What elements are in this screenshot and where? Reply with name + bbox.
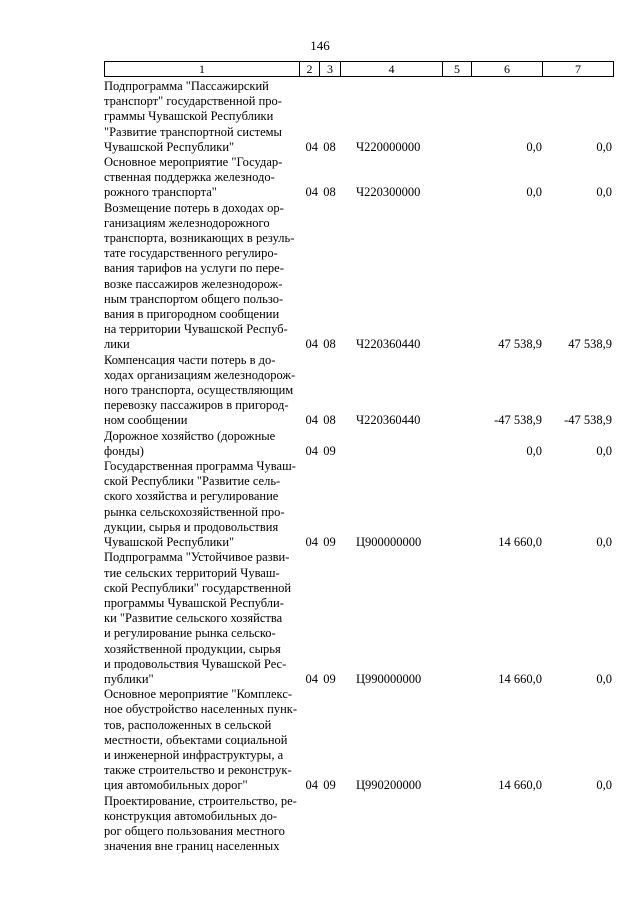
table-row <box>104 201 612 353</box>
row-col6: 0,0 <box>526 139 542 154</box>
row-name-line: ным транспортом общего пользо- <box>104 291 284 306</box>
row-name-line: транспорта, возникающих в резуль- <box>104 231 295 246</box>
row-col6: 14 660,0 <box>498 671 542 686</box>
row-section: 04 <box>305 535 318 550</box>
row-name <box>104 794 299 855</box>
row-name-line: Возмещение потерь в доходах ор- <box>104 200 284 215</box>
row-name-line: публики" <box>104 671 154 686</box>
row-name-line: ганизациям железнодорожного <box>104 215 270 230</box>
row-section: 04 <box>305 337 318 352</box>
row-name-line: перевозку пассажиров в пригород- <box>104 398 289 413</box>
row-name <box>104 459 299 550</box>
row-name-line: рожного транспорта" <box>104 185 217 200</box>
header-col-3: 3 <box>320 62 341 76</box>
row-name-line: ственная поддержка железнодо- <box>104 170 275 185</box>
row-name-line: ского хозяйства и регулирование <box>104 489 279 504</box>
row-name-line: местности, объектами социальной <box>104 732 288 747</box>
row-name-line: возке пассажиров железнодорож- <box>104 276 283 291</box>
row-name-line: Основное мероприятие "Государ- <box>104 155 283 170</box>
row-name-line: и регулирование рынка сельско- <box>104 626 276 641</box>
row-name-line: фонды) <box>104 443 144 458</box>
table-header <box>104 61 614 77</box>
row-col7: 0,0 <box>596 535 612 550</box>
row-section: 04 <box>305 778 318 793</box>
row-subsection: 09 <box>323 671 336 686</box>
table-row <box>104 459 612 550</box>
row-name-line: Компенсация части потерь в до- <box>104 352 276 367</box>
row-name-line: ской Республики" государственной <box>104 580 292 595</box>
row-col7: 0,0 <box>596 778 612 793</box>
row-name-line: ного транспорта, осуществляющим <box>104 383 294 398</box>
row-name-line: ное обустройство населенных пунк- <box>104 702 297 717</box>
row-name-line: рынка сельскохозяйственной про- <box>104 504 285 519</box>
row-subsection: 09 <box>323 778 336 793</box>
row-col6: 0,0 <box>526 185 542 200</box>
row-name-line: Основное мероприятие "Комплекс- <box>104 687 293 702</box>
row-name-line: тие сельских территорий Чуваш- <box>104 565 280 580</box>
row-name-line: Чувашской Республики" <box>104 139 235 154</box>
row-col6: 0,0 <box>526 443 542 458</box>
row-col6: 14 660,0 <box>498 535 542 550</box>
row-col7: 0,0 <box>596 671 612 686</box>
row-name-line: тов, расположенных в сельской <box>104 717 272 732</box>
row-name-line: и продовольствия Чувашской Рес- <box>104 656 287 671</box>
row-name <box>104 429 299 459</box>
row-name-line: ки "Развитие сельского хозяйства <box>104 611 283 626</box>
table-row <box>104 155 612 201</box>
row-name-line: также строительство и реконструк- <box>104 763 292 778</box>
page-number: 146 <box>310 38 330 53</box>
header-col-2: 2 <box>300 62 320 76</box>
row-name <box>104 687 299 793</box>
row-subsection: 08 <box>323 413 336 428</box>
row-subsection: 09 <box>323 443 336 458</box>
row-name-line: программы Чувашской Республи- <box>104 595 284 610</box>
row-col7: -47 538,9 <box>564 413 612 428</box>
row-name <box>104 550 299 687</box>
row-section: 04 <box>305 443 318 458</box>
table-row <box>104 79 612 155</box>
row-name-line: Подпрограмма "Пассажирский <box>104 79 269 93</box>
row-name-line: вания тарифов на услуги по пере- <box>104 261 284 276</box>
table-row <box>104 794 612 855</box>
row-name-line: Дорожное хозяйство (дорожные <box>104 428 276 443</box>
row-name-line: рог общего пользования местного <box>104 823 285 838</box>
header-col-7: 7 <box>575 62 581 76</box>
row-code: Ц990000000 <box>356 671 422 686</box>
row-col6: -47 538,9 <box>494 413 542 428</box>
row-name-line: хозяйственной продукции, сырья <box>104 641 281 656</box>
table-row <box>104 353 612 429</box>
row-col6: 47 538,9 <box>498 337 542 352</box>
row-name <box>104 201 299 353</box>
table-body <box>104 79 612 854</box>
row-col7: 0,0 <box>596 139 612 154</box>
row-name-line: Подпрограмма "Устойчивое разви- <box>104 550 290 565</box>
row-name-line: вания в пригородном сообщении <box>104 307 280 322</box>
row-name-line: конструкция автомобильных до- <box>104 808 278 823</box>
row-name <box>104 155 299 201</box>
row-name-line: лики <box>104 337 130 352</box>
table-row <box>104 687 612 793</box>
row-name-line: значения вне границ населенных <box>104 839 280 854</box>
row-subsection: 08 <box>323 337 336 352</box>
row-subsection: 09 <box>323 535 336 550</box>
row-name-line: транспорт" государственной про- <box>104 94 282 109</box>
row-name-line: ской Республики "Развитие сель- <box>104 474 281 489</box>
row-col7: 0,0 <box>596 185 612 200</box>
row-section: 04 <box>305 671 318 686</box>
header-col-6: 6 <box>472 62 543 76</box>
row-section: 04 <box>305 413 318 428</box>
row-subsection: 08 <box>323 139 336 154</box>
header-col-1: 1 <box>105 62 300 76</box>
row-name-line: и инженерной инфраструктуры, а <box>104 747 284 762</box>
row-name-line: тате государственного регулиро- <box>104 246 278 261</box>
row-name-line: на территории Чувашской Респуб- <box>104 322 288 337</box>
row-name-line: ном сообщении <box>104 413 188 428</box>
row-col7: 0,0 <box>596 443 612 458</box>
row-section: 04 <box>305 139 318 154</box>
row-code: Ч220000000 <box>356 139 421 154</box>
row-name-line: Проектирование, строительство, ре- <box>104 793 297 808</box>
row-name <box>104 353 299 429</box>
row-code: Ц990200000 <box>356 778 422 793</box>
row-name-line: граммы Чувашской Республики <box>104 109 274 124</box>
row-name <box>104 79 299 155</box>
row-code: Ч220360440 <box>356 337 421 352</box>
row-col6: 14 660,0 <box>498 778 542 793</box>
table-row <box>104 550 612 687</box>
row-section: 04 <box>305 185 318 200</box>
row-name-line: дукции, сырья и продовольствия <box>104 519 279 534</box>
row-col7: 47 538,9 <box>568 337 612 352</box>
row-name-line: ходах организациям железнодорож- <box>104 367 296 382</box>
row-code: Ц900000000 <box>356 535 422 550</box>
row-name-line: Государственная программа Чуваш- <box>104 459 296 474</box>
header-col-4: 4 <box>341 62 443 76</box>
row-name-line: "Развитие транспортной системы <box>104 124 282 139</box>
row-name-line: ция автомобильных дорог" <box>104 778 248 793</box>
header-col-5: 5 <box>443 62 472 76</box>
row-code: Ч220300000 <box>356 185 421 200</box>
row-subsection: 08 <box>323 185 336 200</box>
table-row <box>104 429 612 459</box>
row-name-line: Чувашской Республики" <box>104 535 235 550</box>
row-code: Ч220360440 <box>356 413 421 428</box>
